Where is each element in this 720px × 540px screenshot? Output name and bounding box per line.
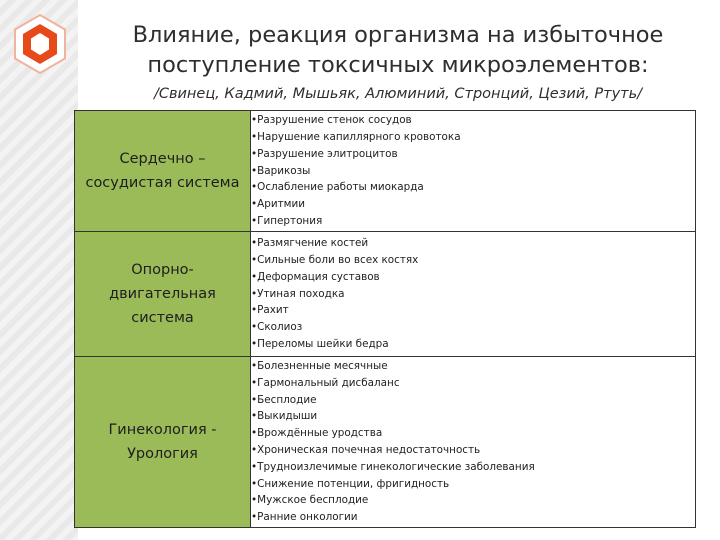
list-item: • Разрушение стенок сосудов <box>251 112 695 129</box>
list-item: • Гипертония <box>251 213 695 230</box>
list-item: • Мужское бесплодие <box>251 492 695 509</box>
list-item: • Выкидыши <box>251 408 695 425</box>
list-item: • Гармональный дисбаланс <box>251 375 695 392</box>
list-item: • Ранние онкологии <box>251 509 695 526</box>
table-row-musculoskeletal <box>75 232 696 357</box>
title-line-2: поступление токсичных микроэлементов: <box>147 52 649 78</box>
page-subtitle: /Свинец, Кадмий, Мышьяк, Алюминий, Стронций, Цезий, Ртуть/ <box>153 86 643 102</box>
list-item: • Бесплодие <box>251 392 695 409</box>
list-item: • Сильные боли во всех костях <box>251 252 695 269</box>
system-label: Гинекология - Урология <box>108 422 217 462</box>
list-item: • Хроническая почечная недостаточность <box>251 442 695 459</box>
page-title <box>78 20 718 80</box>
effects-table <box>74 110 696 528</box>
list-item: • Переломы шейки бедра <box>251 336 695 353</box>
list-item: • Варикозы <box>251 163 695 180</box>
effects-list <box>251 112 695 230</box>
list-item: • Рахит <box>251 302 695 319</box>
effects-cell <box>251 357 696 528</box>
system-cell <box>75 111 251 232</box>
table-row-gynecology-urology <box>75 357 696 528</box>
system-label: Сердечно – сосудистая система <box>85 151 240 191</box>
list-item: • Болезненные месячные <box>251 358 695 375</box>
decorative-side-band <box>0 0 78 540</box>
effects-list <box>251 358 695 526</box>
list-item: • Снижение потенции, фригидность <box>251 476 695 493</box>
effects-cell <box>251 232 696 357</box>
list-item: • Трудноизлечимые гинекологические заболевания <box>251 459 695 476</box>
hexagon-logo-icon <box>8 12 72 76</box>
effects-list <box>251 235 695 353</box>
list-item: • Размягчение костей <box>251 235 695 252</box>
effects-cell <box>251 111 696 232</box>
title-line-1: Влияние, реакция организма на избыточное <box>132 22 664 48</box>
list-item: • Утиная походка <box>251 286 695 303</box>
list-item: • Ослабление работы миокарда <box>251 179 695 196</box>
table-row-cardiovascular <box>75 111 696 232</box>
list-item: • Врождённые уродства <box>251 425 695 442</box>
system-cell <box>75 357 251 528</box>
list-item: • Аритмии <box>251 196 695 213</box>
list-item: • Нарушение капиллярного кровотока <box>251 129 695 146</box>
list-item: • Разрушение элитроцитов <box>251 146 695 163</box>
list-item: • Деформация суставов <box>251 269 695 286</box>
system-cell <box>75 232 251 357</box>
system-label: Опорно-двигательная система <box>109 262 216 326</box>
list-item: • Сколиоз <box>251 319 695 336</box>
